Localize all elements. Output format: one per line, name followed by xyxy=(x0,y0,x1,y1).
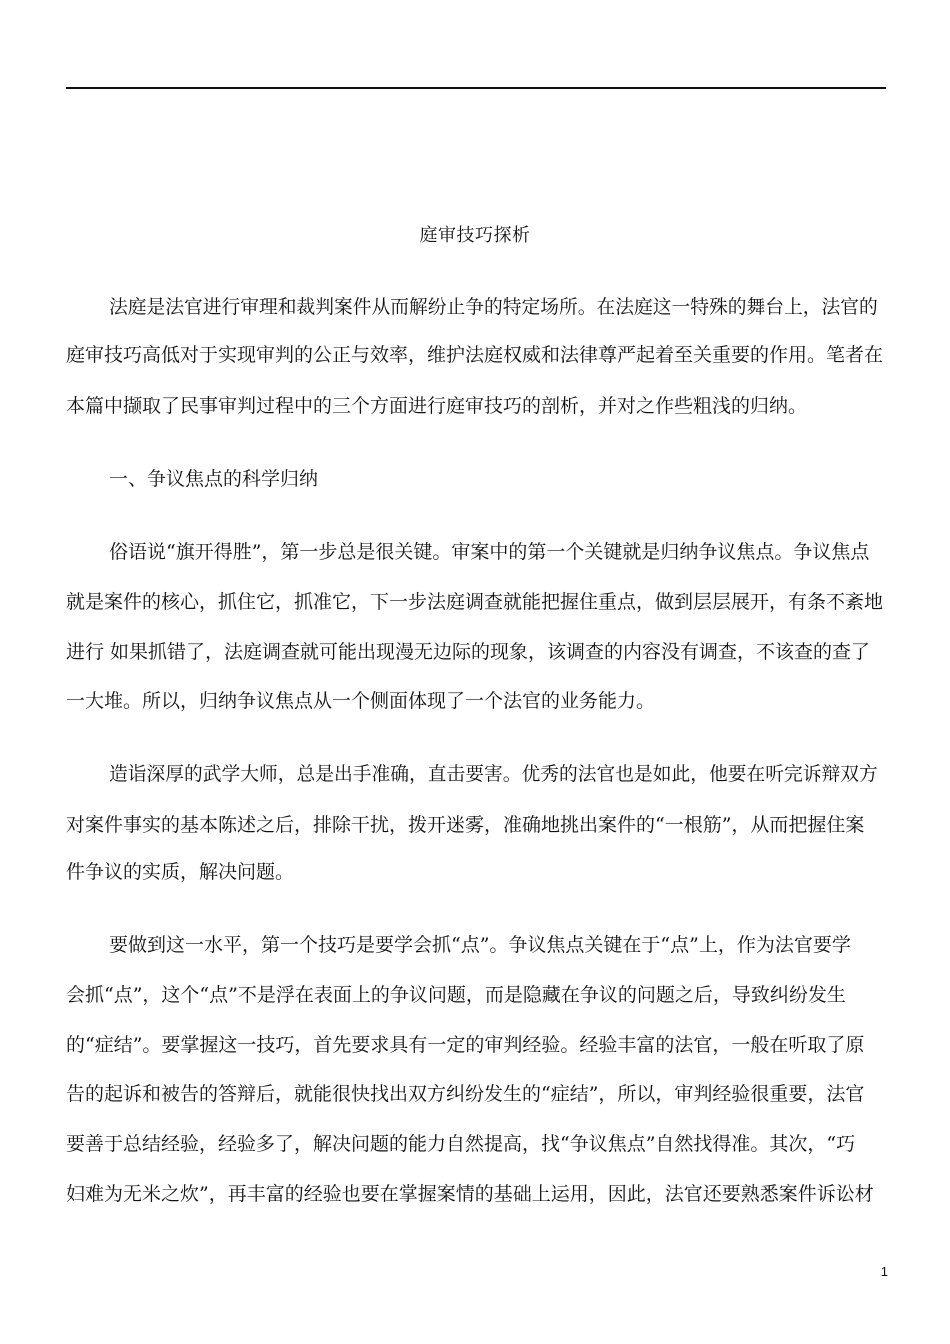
text-line: 进行 如果抓错了，法庭调查就可能出现漫无边际的现象，该调查的内容没有调查，不该查的查了 xyxy=(66,641,871,663)
header-rule xyxy=(66,87,886,89)
text-line: 本篇中撷取了民事审判过程中的三个方面进行庭审技巧的剖析，并对之作些粗浅的归纳。 xyxy=(66,395,808,417)
text-line: 法庭是法官进行审理和裁判案件从而解纷止争的特定场所。在法庭这一特殊的舞台上，法官的 xyxy=(109,297,878,318)
text-line: 要做到这一水平，第一个技巧是要学会抓“点”。争议焦点关键在于“点”上，作为法官要学 xyxy=(109,934,851,956)
section-heading-text: 一、争议焦点的科学归纳 xyxy=(109,468,319,490)
text-line: 告的起诉和被告的答辩后，就能很快找出双方纠纷发生的“症结”，所以，审判经验很重要，法官 xyxy=(66,1083,865,1105)
text-line: 一大堆。所以，归纳争议焦点从一个侧面体现了一个法官的业务能力。 xyxy=(66,690,656,712)
text-line: 的“症结”。要掌握这一技巧，首先要求具有一定的审判经验。经验丰富的法官，一般在听取了原 xyxy=(66,1034,865,1056)
text-line: 妇难为无米之炊”，再丰富的经验也要在掌握案情的基础上运用，因此，法官还要熟悉案件诉讼材 xyxy=(66,1183,874,1205)
text-line: 会抓“点”，这个“点”不是浮在表面上的争议问题，而是隐藏在争议的问题之后，导致纠纷发生 xyxy=(66,984,846,1006)
document-title: 庭审技巧探析 xyxy=(419,225,531,246)
text-line: 要善于总结经验，经验多了，解决问题的能力自然提高，找“争议焦点”自然找得准。其次，“巧 xyxy=(66,1133,856,1155)
text-line: 对案件事实的基本陈述之后，排除干扰，拨开迷雾，准确地挑出案件的“一根筋”，从而把握住案 xyxy=(66,814,865,836)
text-line: 俗语说“旗开得胜”，第一步总是很关键。审案中的第一个关键就是归纳争议焦点。争议焦点 xyxy=(109,541,870,563)
text-line: 造诣深厚的武学大师，总是出手准确，直击要害。优秀的法官也是如此，他要在听完诉辩双方 xyxy=(109,764,878,785)
text-line: 就是案件的核心，抓住它，抓准它，下一步法庭调查就能把握住重点，做到层层展开，有条不紊地 xyxy=(66,591,884,613)
text-line: 件争议的实质，解决问题。 xyxy=(66,861,295,883)
page-number: 1 xyxy=(880,1264,888,1279)
text-line: 庭审技巧高低对于实现审判的公正与效率，维护法庭权威和法律尊严起着至关重要的作用。笔者在 xyxy=(66,344,884,366)
